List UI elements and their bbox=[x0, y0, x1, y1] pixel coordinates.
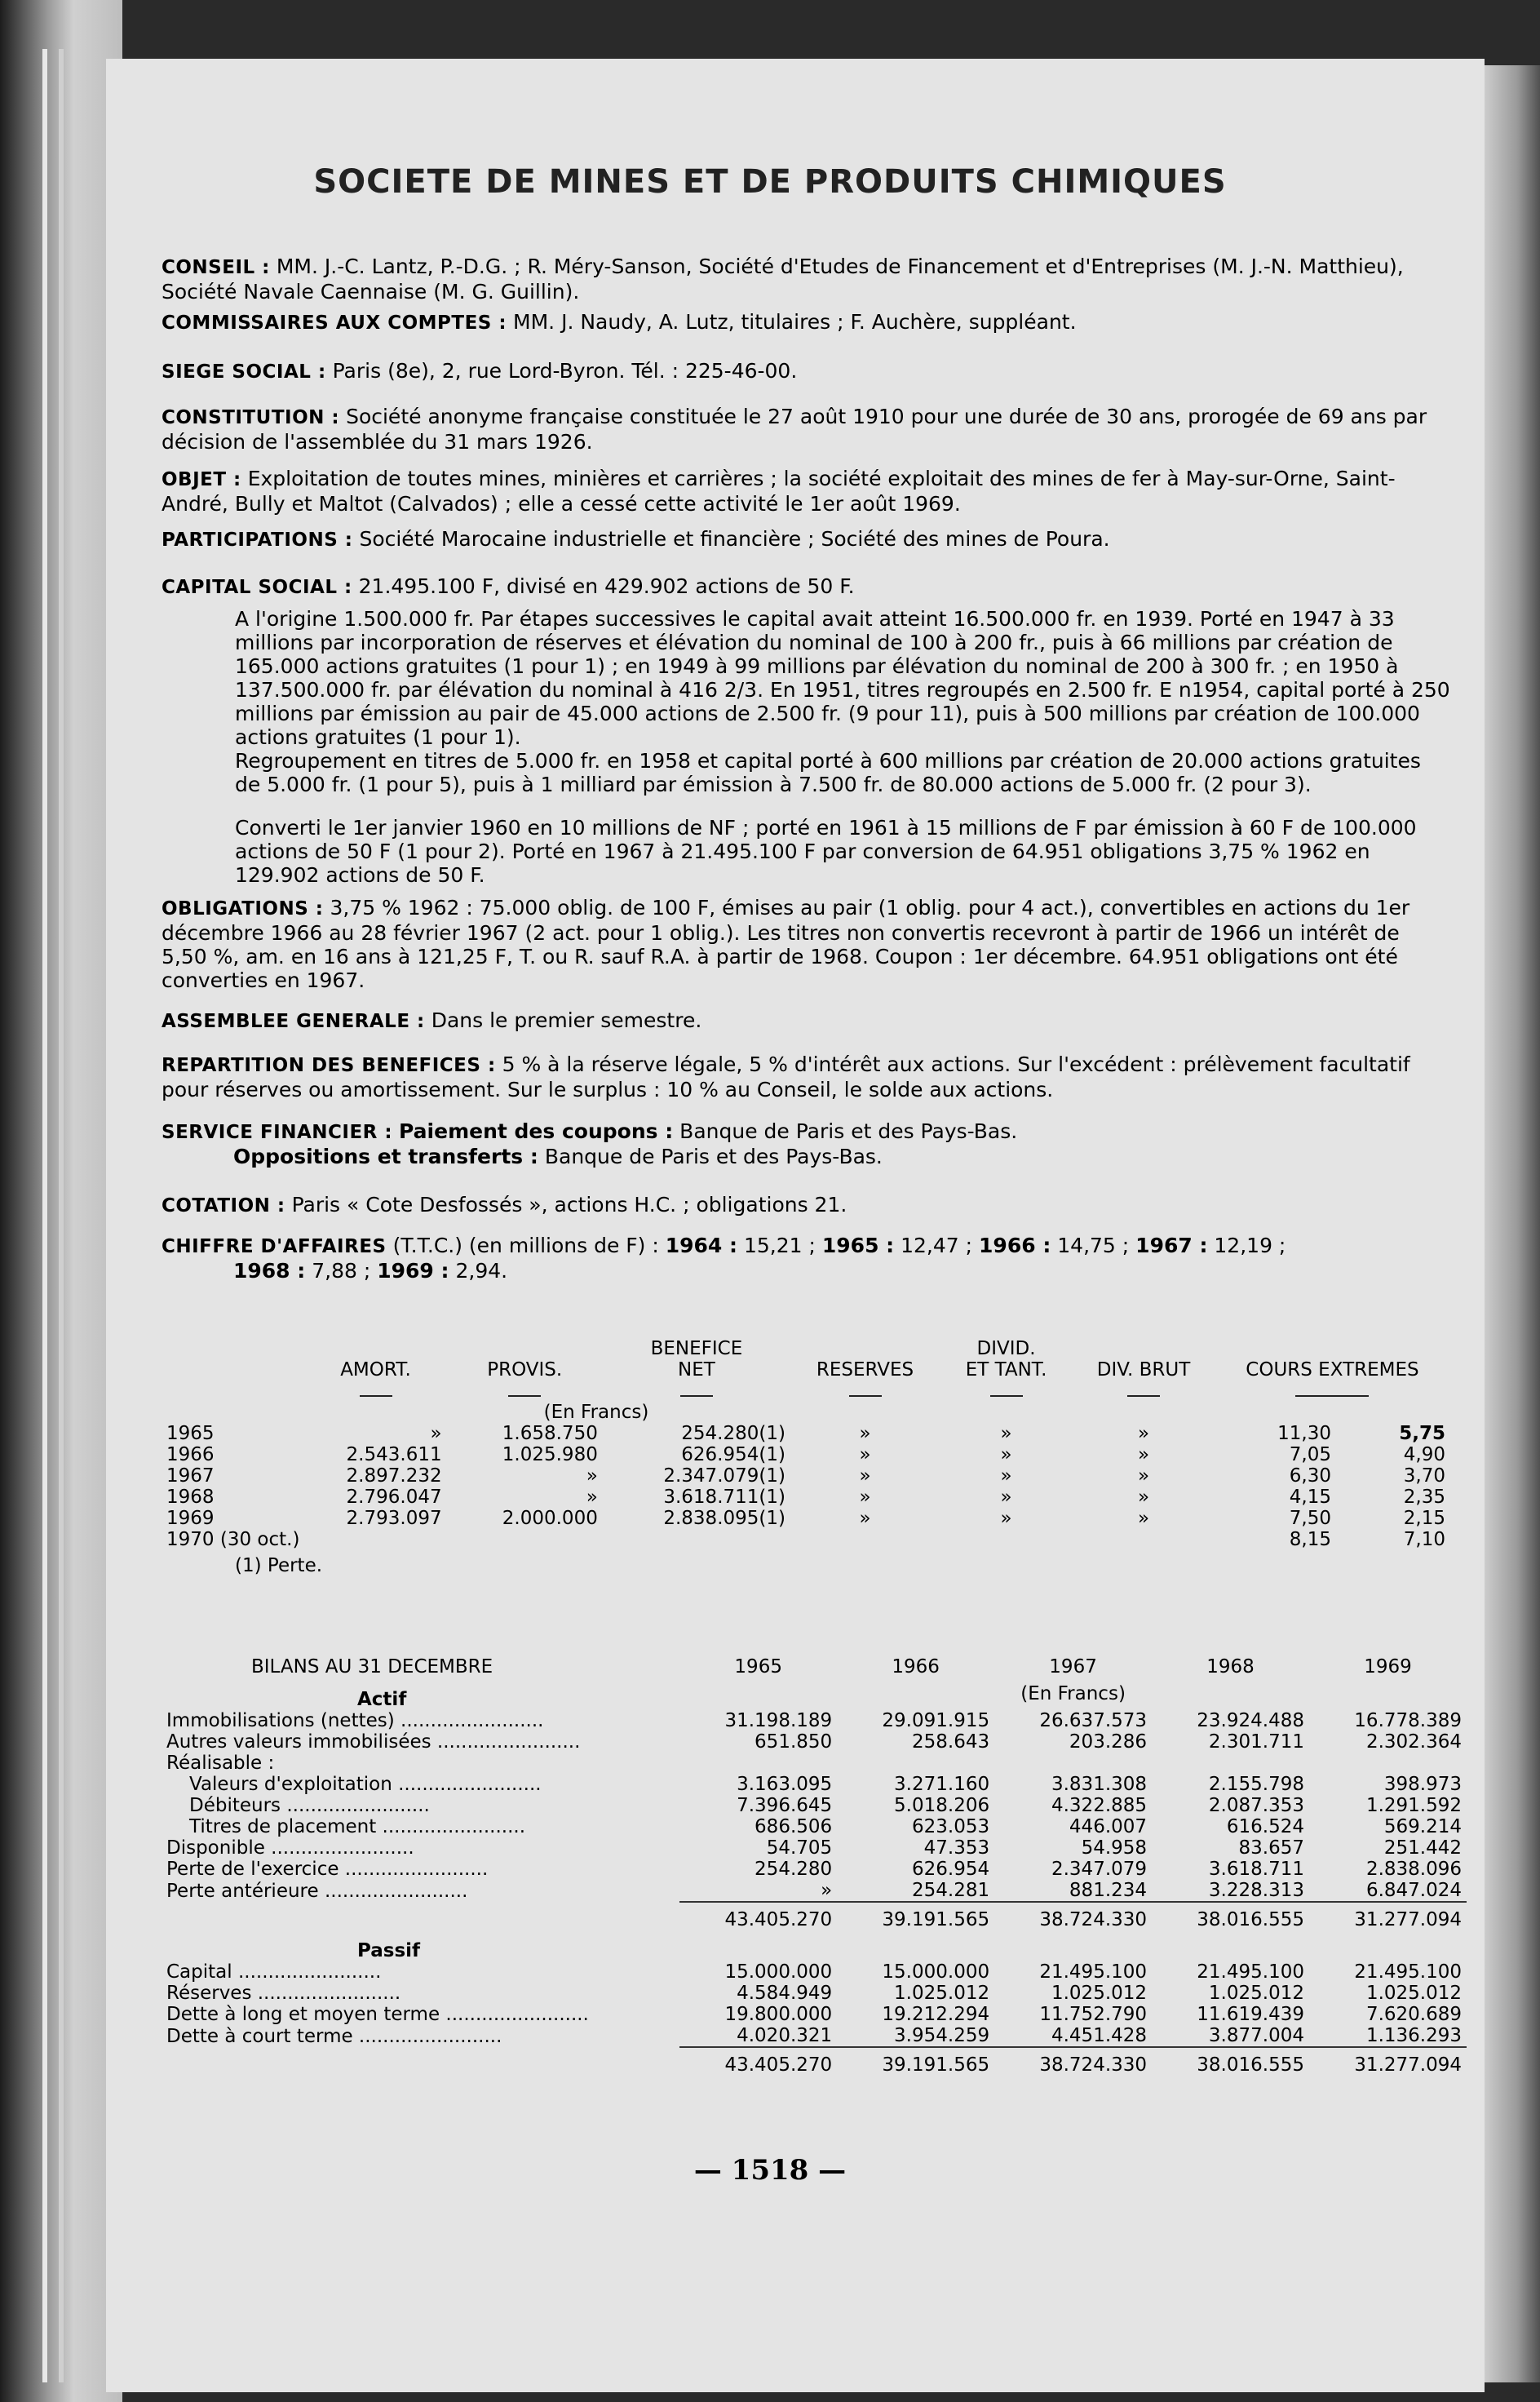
row-year: 1968 bbox=[166, 1487, 215, 1508]
cell-brut bbox=[1073, 1529, 1215, 1550]
row-year: 1970 (30 oct.) bbox=[166, 1529, 300, 1550]
passif-row bbox=[162, 2004, 1467, 2025]
turnover-value: 2,94. bbox=[455, 1259, 508, 1283]
underline-mark bbox=[360, 1394, 392, 1397]
section-label: REPARTITION DES BENEFICES : bbox=[162, 1055, 496, 1076]
cell-net: 2.838.095(1) bbox=[663, 1508, 785, 1529]
section2-1 bbox=[162, 1008, 1450, 1034]
balance-cell: » bbox=[821, 1880, 833, 1901]
cell-provis: 1.025.980 bbox=[502, 1444, 598, 1465]
turnover-year: 1968 : bbox=[233, 1259, 306, 1283]
header-underline bbox=[304, 1380, 446, 1402]
capital-paragraph bbox=[162, 607, 1450, 749]
header-underline bbox=[162, 1380, 304, 1402]
header-col-net: BENEFICE NET bbox=[650, 1338, 743, 1380]
cours-high: 11,30 bbox=[1277, 1423, 1331, 1444]
section-label: CONSEIL : bbox=[162, 257, 270, 278]
section-text: Société anonyme française constituée le 27 août 1910 pour une durée de 30 ans, prorogée de 69 ans par décision de l'assemblée du 31 mars 1926. bbox=[162, 405, 1427, 454]
section-4 bbox=[162, 467, 1450, 516]
balance-cell: 26.637.573 bbox=[1039, 1710, 1148, 1731]
total-cell: 39.191.565 bbox=[837, 2047, 994, 2076]
cell-amort: 2.543.611 bbox=[346, 1444, 442, 1465]
section-text: MM. J. Naudy, A. Lutz, titulaires ; F. Auchère, suppléant. bbox=[513, 310, 1077, 334]
row-year: 1965 bbox=[166, 1423, 215, 1444]
actif-row bbox=[162, 1753, 1467, 1774]
balance-cell: 21.495.100 bbox=[1039, 1961, 1148, 1983]
cell-amort: 2.796.047 bbox=[346, 1487, 442, 1508]
result-row bbox=[162, 1508, 1450, 1529]
total-cell: 38.016.555 bbox=[1152, 2047, 1309, 2076]
total-row bbox=[162, 1902, 1467, 1930]
cell-brut: » bbox=[1137, 1465, 1150, 1487]
footnote: (1) Perte. bbox=[235, 1555, 323, 1576]
service-line2-label: Oppositions et transferts : bbox=[233, 1145, 538, 1168]
balance-cell: 3.954.259 bbox=[894, 2025, 990, 2046]
balance-cell: 3.877.004 bbox=[1208, 2025, 1304, 2046]
balance-cell: 203.286 bbox=[1069, 1731, 1148, 1753]
cours-low: 3,70 bbox=[1403, 1465, 1445, 1487]
capital-paragraph bbox=[162, 816, 1450, 887]
section-label: ASSEMBLEE GENERALE : bbox=[162, 1011, 425, 1032]
balance-cell bbox=[994, 1753, 1152, 1774]
cell-provis: » bbox=[586, 1487, 598, 1508]
actif-row bbox=[162, 1859, 1467, 1880]
balance-year: 1968 bbox=[1206, 1656, 1255, 1677]
row-label: Réserves ........................ bbox=[166, 1983, 401, 2004]
underline-mark bbox=[849, 1394, 882, 1397]
balance-cell: 19.212.294 bbox=[882, 2004, 990, 2025]
section-label: COTATION : bbox=[162, 1195, 285, 1217]
section-0 bbox=[162, 255, 1450, 304]
cell-cours bbox=[1215, 1423, 1450, 1444]
row-label: Capital ........................ bbox=[166, 1961, 382, 1983]
cours-high: 8,15 bbox=[1289, 1529, 1331, 1550]
total-cell: 38.016.555 bbox=[1152, 1902, 1309, 1930]
balance-cell: 4.584.949 bbox=[737, 1983, 833, 2004]
section-label: SERVICE FINANCIER : bbox=[162, 1122, 393, 1143]
header-col-cours: COURS EXTREMES bbox=[1246, 1359, 1419, 1380]
balance-cell: 54.705 bbox=[766, 1837, 833, 1859]
balance-cell: 2.301.711 bbox=[1208, 1731, 1304, 1753]
passif-row bbox=[162, 1983, 1467, 2004]
balance-year: 1965 bbox=[734, 1656, 782, 1677]
row-label: Titres de placement ........................ bbox=[189, 1816, 526, 1837]
total-cell: 38.724.330 bbox=[994, 1902, 1152, 1930]
balance-cell: 1.025.012 bbox=[1051, 1983, 1148, 2004]
cell-cours bbox=[1215, 1444, 1450, 1465]
balance-cell: 5.018.206 bbox=[894, 1795, 990, 1816]
cours-low: 4,90 bbox=[1403, 1444, 1445, 1465]
service-line2: Banque de Paris et des Pays-Bas. bbox=[544, 1145, 883, 1168]
cell-net: 254.280(1) bbox=[681, 1423, 785, 1444]
turnover-year: 1967 : bbox=[1135, 1234, 1208, 1257]
balance-unit: (En Francs) bbox=[1020, 1683, 1126, 1704]
actif-row bbox=[162, 1731, 1467, 1753]
balance-cell bbox=[837, 1753, 994, 1774]
row-label: Dette à long et moyen terme ........................ bbox=[166, 2004, 589, 2025]
cours-low: 2,35 bbox=[1403, 1487, 1445, 1508]
section-text: Paris « Cote Desfossés », actions H.C. ; obligations 21. bbox=[291, 1193, 847, 1217]
section-text: Société Marocaine industrielle et financière ; Société des mines de Poura. bbox=[359, 527, 1110, 551]
balance-cell: 251.442 bbox=[1383, 1837, 1462, 1859]
cell-amort bbox=[304, 1529, 446, 1550]
capital-paragraph-text: Converti le 1er janvier 1960 en 10 millions de NF ; porté en 1961 à 15 millions de F par émission à 60 F de 100.000 actions de 50 F (1 pour 2). Porté en 1967 à 21.495.100 F par conversion de 64.951 obligations 3,75 % 1962 en 129.902 actions de 50 F. bbox=[235, 816, 1417, 887]
header-col-year bbox=[162, 1338, 304, 1380]
turnover-value: 14,75 ; bbox=[1057, 1234, 1130, 1257]
section-text: 3,75 % 1962 : 75.000 oblig. de 100 F, émises au pair (1 oblig. pour 4 act.), convertibles en actions du 1er décembre 1966 au 28 février 1967 (2 act. pour 1 oblig.). Les titres non convertis recevront à partir de 1966 un intérêt de 5,50 %, am. en 16 ans à 121,25 F, T. ou R. sauf R.A. à partir de 1968. Coupon : 1er décembre. 64.951 obligations ont été converties en 1967. bbox=[162, 896, 1410, 992]
turnover-year: 1964 : bbox=[665, 1234, 738, 1257]
cell-reserves: » bbox=[859, 1508, 871, 1529]
balance-cell bbox=[1152, 1753, 1309, 1774]
cours-high: 7,50 bbox=[1289, 1508, 1331, 1529]
section-label: CAPITAL SOCIAL : bbox=[162, 577, 352, 598]
balance-unit-row bbox=[162, 1677, 1467, 1710]
row-label: Valeurs d'exploitation ........................ bbox=[189, 1774, 542, 1795]
balance-year: 1967 bbox=[1049, 1656, 1097, 1677]
balance-cell: 1.025.012 bbox=[1208, 1983, 1304, 2004]
capital-paragraph-text: Regroupement en titres de 5.000 fr. en 1958 et capital porté à 600 millions par création de 20.000 actions gratuites de 5.000 fr. (1 pour 5), puis à 1 milliard par émission à 7.500 fr. de 80.000 actions de 5.000 fr. (2 pour 3). bbox=[235, 749, 1421, 796]
actif-row bbox=[162, 1816, 1467, 1837]
header-underline bbox=[1215, 1380, 1450, 1402]
balance-cell: 446.007 bbox=[1069, 1816, 1148, 1837]
section-2 bbox=[162, 359, 1450, 384]
balance-cell: 2.155.798 bbox=[1208, 1774, 1304, 1795]
service-financier bbox=[162, 1119, 1450, 1168]
cell-net: 2.347.079(1) bbox=[663, 1465, 785, 1487]
balance-cell: 83.657 bbox=[1238, 1837, 1304, 1859]
cell-divid: » bbox=[1000, 1423, 1012, 1444]
section-3 bbox=[162, 405, 1450, 454]
results-table bbox=[162, 1338, 1450, 1576]
cell-provis: » bbox=[586, 1465, 598, 1487]
actif-row bbox=[162, 1795, 1467, 1816]
balance-cell: 2.087.353 bbox=[1208, 1795, 1304, 1816]
underline-mark bbox=[1295, 1394, 1369, 1397]
balance-cell: 7.620.689 bbox=[1365, 2004, 1462, 2025]
section-text: MM. J.-C. Lantz, P.-D.G. ; R. Méry-Sanson, Société d'Etudes de Financement et d'Entreprises (M. J.-N. Matthieu), Société Navale Caennaise (M. G. Guillin). bbox=[162, 255, 1404, 304]
cell-reserves: » bbox=[859, 1444, 871, 1465]
total-cell: 31.277.094 bbox=[1309, 2047, 1467, 2076]
balance-cell: 16.778.389 bbox=[1354, 1710, 1462, 1731]
capital-paragraph bbox=[162, 749, 1450, 796]
cell-brut: » bbox=[1137, 1423, 1150, 1444]
underline-mark bbox=[508, 1394, 541, 1397]
balance-cell: 254.280 bbox=[755, 1859, 833, 1880]
section-label: PARTICIPATIONS : bbox=[162, 530, 353, 551]
total-cell: 38.724.330 bbox=[994, 2047, 1152, 2076]
total-cell: 43.405.270 bbox=[679, 1902, 837, 1930]
header-col-divid: DIVID. ET TANT. bbox=[965, 1338, 1047, 1380]
row-label: Débiteurs ........................ bbox=[189, 1795, 430, 1816]
turnover-value: 12,19 ; bbox=[1214, 1234, 1286, 1257]
row-year: 1967 bbox=[166, 1465, 215, 1487]
header-col-provis: PROVIS. bbox=[487, 1359, 563, 1380]
cell-provis bbox=[447, 1529, 603, 1550]
cours-high: 4,15 bbox=[1289, 1487, 1331, 1508]
cell-divid: » bbox=[1000, 1508, 1012, 1529]
cotation bbox=[162, 1193, 1450, 1218]
section-1 bbox=[162, 310, 1450, 335]
underline-mark bbox=[990, 1394, 1023, 1397]
result-row bbox=[162, 1529, 1450, 1550]
cell-reserves: » bbox=[859, 1487, 871, 1508]
balance-cell: 15.000.000 bbox=[724, 1961, 833, 1983]
balance-cell: 616.524 bbox=[1226, 1816, 1304, 1837]
result-row bbox=[162, 1487, 1450, 1508]
cell-reserves: » bbox=[859, 1423, 871, 1444]
row-year: 1966 bbox=[166, 1444, 215, 1465]
balance-cell bbox=[1309, 1753, 1467, 1774]
passif-row bbox=[162, 1961, 1467, 1983]
turnover-value: 7,88 ; bbox=[312, 1259, 371, 1283]
turnover-year: 1966 : bbox=[979, 1234, 1051, 1257]
header-underline bbox=[790, 1380, 940, 1402]
spacer bbox=[679, 1677, 837, 1710]
cell-net: 3.618.711(1) bbox=[663, 1487, 785, 1508]
balance-cell: 623.053 bbox=[911, 1816, 990, 1837]
cell-cours bbox=[1215, 1508, 1450, 1529]
balance-cell: 3.831.308 bbox=[1051, 1774, 1148, 1795]
balance-cell: 3.163.095 bbox=[737, 1774, 833, 1795]
cell-cours bbox=[1215, 1487, 1450, 1508]
section-text: 21.495.100 F, divisé en 429.902 actions de 50 F. bbox=[358, 574, 855, 598]
section-text: (T.T.C.) (en millions de F) : bbox=[392, 1234, 659, 1257]
balance-cell: 1.291.592 bbox=[1365, 1795, 1462, 1816]
underline-mark bbox=[1127, 1394, 1160, 1397]
section2-0 bbox=[162, 896, 1450, 992]
balance-cell bbox=[679, 1753, 837, 1774]
balance-year: 1966 bbox=[892, 1656, 940, 1677]
unit-label: (En Francs) bbox=[543, 1402, 649, 1423]
balance-header-row bbox=[162, 1656, 1467, 1677]
section-label: OBLIGATIONS : bbox=[162, 898, 324, 920]
turnover-value: 15,21 ; bbox=[743, 1234, 816, 1257]
row-label: Autres valeurs immobilisées ........................ bbox=[166, 1731, 581, 1753]
balance-cell: 3.228.313 bbox=[1208, 1880, 1304, 1901]
spacer bbox=[162, 2047, 679, 2076]
row-label: Perte de l'exercice ........................ bbox=[166, 1859, 489, 1880]
cell-divid: » bbox=[1000, 1465, 1012, 1487]
underline-mark bbox=[680, 1394, 713, 1397]
header-col-brut: DIV. BRUT bbox=[1096, 1359, 1191, 1380]
total-cell: 43.405.270 bbox=[679, 2047, 837, 2076]
balance-cell: 258.643 bbox=[911, 1731, 990, 1753]
actif-row bbox=[162, 1837, 1467, 1859]
balance-cell: 651.850 bbox=[755, 1731, 833, 1753]
balance-cell: 19.800.000 bbox=[724, 2004, 833, 2025]
result-row bbox=[162, 1423, 1450, 1444]
spacer bbox=[162, 1902, 679, 1930]
cours-low: 5,75 bbox=[1399, 1423, 1445, 1444]
section-label: SIEGE SOCIAL : bbox=[162, 361, 326, 383]
header-col-amort: AMORT. bbox=[340, 1359, 411, 1380]
cell-provis: 1.658.750 bbox=[502, 1423, 598, 1444]
balance-cell: 569.214 bbox=[1383, 1816, 1462, 1837]
cours-low: 7,10 bbox=[1403, 1529, 1445, 1550]
section-text: Dans le premier semestre. bbox=[431, 1008, 702, 1032]
balance-cell: 21.495.100 bbox=[1354, 1961, 1462, 1983]
balance-cell: 15.000.000 bbox=[882, 1961, 990, 1983]
passif-label-row bbox=[162, 1930, 1467, 1961]
cell-brut: » bbox=[1137, 1508, 1150, 1529]
section-6 bbox=[162, 574, 1450, 600]
balance-cell: 4.451.428 bbox=[1051, 2025, 1148, 2046]
header-underline bbox=[447, 1380, 603, 1402]
balance-cell: 21.495.100 bbox=[1197, 1961, 1304, 1983]
cell-brut: » bbox=[1137, 1487, 1150, 1508]
section-5 bbox=[162, 527, 1450, 552]
service-line1: Banque de Paris et des Pays-Bas. bbox=[679, 1119, 1018, 1143]
cours-high: 7,05 bbox=[1289, 1444, 1331, 1465]
cell-divid: » bbox=[1000, 1444, 1012, 1465]
section-text: Paris (8e), 2, rue Lord-Byron. Tél. : 225-46-00. bbox=[332, 359, 798, 383]
balance-cell: 23.924.488 bbox=[1197, 1710, 1304, 1731]
turnover-year: 1965 : bbox=[821, 1234, 895, 1257]
section-label: CHIFFRE D'AFFAIRES bbox=[162, 1236, 387, 1257]
balance-cell: 881.234 bbox=[1069, 1880, 1148, 1901]
cell-cours bbox=[1215, 1529, 1450, 1550]
cell-reserves: » bbox=[859, 1465, 871, 1487]
balance-sheet-table bbox=[162, 1656, 1467, 2076]
balance-cell: 31.198.189 bbox=[724, 1710, 833, 1731]
passif-row bbox=[162, 2025, 1467, 2047]
section-text: Exploitation de toutes mines, minières et carrières ; la société exploitait des mines de fer à May-sur-Orne, Saint-André, Bully et Maltot (Calvados) ; elle a cessé cette activité le 1er août 1969. bbox=[162, 467, 1396, 516]
row-label: Immobilisations (nettes) ........................ bbox=[166, 1710, 544, 1731]
total-cell: 31.277.094 bbox=[1309, 1902, 1467, 1930]
header-underline bbox=[603, 1380, 790, 1402]
balance-cell: 398.973 bbox=[1383, 1774, 1462, 1795]
capital-paragraph-text: A l'origine 1.500.000 fr. Par étapes successives le capital avait atteint 16.500.000 fr. en 1939. Porté en 1947 à 33 millions par incorporation de réserves et élévation du nominal de 100 à 200 fr., puis à 66 millions par création de 165.000 actions gratuites (1 pour 1) ; en 1949 à 99 millions par élévation du nominal de 200 à 300 fr. ; en 1950 à 137.500.000 fr. par élévation du nominal à 416 2/3. En 1951, titres regroupés en 2.500 fr. E n1954, capital porté à 250 millions par émission au pair de 45.000 actions de 2.500 fr. (9 pour 11), puis à 500 millions par création de 100.000 actions gratuites (1 pour 1). bbox=[235, 607, 1450, 749]
total-row bbox=[162, 2047, 1467, 2076]
turnover-value: 12,47 ; bbox=[901, 1234, 973, 1257]
cell-amort: 2.897.232 bbox=[346, 1465, 442, 1487]
cell-net bbox=[603, 1529, 790, 1550]
balance-cell: 2.838.096 bbox=[1365, 1859, 1462, 1880]
balance-cell: 4.322.885 bbox=[1051, 1795, 1148, 1816]
balance-cell: 2.302.364 bbox=[1365, 1731, 1462, 1753]
passif-label: Passif bbox=[357, 1940, 421, 1961]
section-label: CONSTITUTION : bbox=[162, 407, 340, 428]
balance-cell: 1.025.012 bbox=[1365, 1983, 1462, 2004]
cours-high: 6,30 bbox=[1289, 1465, 1331, 1487]
cours-low: 2,15 bbox=[1403, 1508, 1445, 1529]
row-label: Réalisable : bbox=[166, 1753, 275, 1774]
page-title: SOCIETE DE MINES ET DE PRODUITS CHIMIQUES bbox=[313, 163, 1227, 201]
balance-cell: 3.271.160 bbox=[894, 1774, 990, 1795]
actif-row bbox=[162, 1880, 1467, 1902]
total-cell: 39.191.565 bbox=[837, 1902, 994, 1930]
cell-amort: 2.793.097 bbox=[346, 1508, 442, 1529]
section-label: OBJET : bbox=[162, 469, 241, 490]
page-number: — 1518 — bbox=[693, 2154, 847, 2187]
balance-cell: 11.752.790 bbox=[1039, 2004, 1148, 2025]
balance-cell: 4.020.321 bbox=[737, 2025, 833, 2046]
cell-divid: » bbox=[1000, 1487, 1012, 1508]
section-label: COMMISSAIRES AUX COMPTES : bbox=[162, 312, 507, 334]
balance-title: BILANS AU 31 DECEMBRE bbox=[251, 1656, 493, 1677]
cell-reserves bbox=[790, 1529, 940, 1550]
balance-cell: 2.347.079 bbox=[1051, 1859, 1148, 1880]
actif-row bbox=[162, 1710, 1467, 1731]
row-label: Dette à court terme ........................ bbox=[166, 2025, 502, 2047]
header-underline bbox=[940, 1380, 1073, 1402]
cell-divid bbox=[940, 1529, 1073, 1550]
cell-provis: 2.000.000 bbox=[502, 1508, 598, 1529]
row-year: 1969 bbox=[166, 1508, 215, 1529]
header-underline bbox=[1073, 1380, 1215, 1402]
actif-row bbox=[162, 1774, 1467, 1795]
section-text: 5 % à la réserve légale, 5 % d'intérêt aux actions. Sur l'excédent : prélèvement facultatif pour réserves ou amortissement. Sur le surplus : 10 % au Conseil, le solde aux actions. bbox=[162, 1053, 1410, 1101]
section2-2 bbox=[162, 1053, 1450, 1101]
chiffre-affaires bbox=[162, 1234, 1450, 1283]
service-line2-row bbox=[162, 1145, 1450, 1168]
header-col-reserves: RESERVES bbox=[816, 1359, 914, 1380]
balance-cell: 29.091.915 bbox=[882, 1710, 990, 1731]
balance-cell: 1.136.293 bbox=[1365, 2025, 1462, 2046]
row-label: Perte antérieure ........................ bbox=[166, 1880, 468, 1902]
footnote-row bbox=[162, 1550, 1450, 1576]
cell-brut: » bbox=[1137, 1444, 1150, 1465]
balance-cell: 254.281 bbox=[911, 1880, 990, 1901]
balance-year: 1969 bbox=[1364, 1656, 1412, 1677]
cell-amort: » bbox=[430, 1423, 442, 1444]
turnover-year: 1969 : bbox=[377, 1259, 449, 1283]
service-line1-label: Paiement des coupons : bbox=[399, 1119, 674, 1143]
balance-cell: 686.506 bbox=[755, 1816, 833, 1837]
balance-cell: 626.954 bbox=[911, 1859, 990, 1880]
row-label: Disponible ........................ bbox=[166, 1837, 414, 1859]
balance-cell: 7.396.645 bbox=[737, 1795, 833, 1816]
balance-cell: 47.353 bbox=[923, 1837, 990, 1859]
balance-cell: 54.958 bbox=[1081, 1837, 1148, 1859]
balance-cell: 6.847.024 bbox=[1365, 1880, 1462, 1901]
balance-cell: 1.025.012 bbox=[894, 1983, 990, 2004]
result-row bbox=[162, 1465, 1450, 1487]
balance-cell: 11.619.439 bbox=[1197, 2004, 1304, 2025]
spacer bbox=[1309, 1677, 1467, 1710]
cell-cours bbox=[1215, 1465, 1450, 1487]
actif-label: Actif bbox=[357, 1689, 407, 1710]
cell-net: 626.954(1) bbox=[681, 1444, 785, 1465]
result-row bbox=[162, 1444, 1450, 1465]
balance-cell: 3.618.711 bbox=[1208, 1859, 1304, 1880]
